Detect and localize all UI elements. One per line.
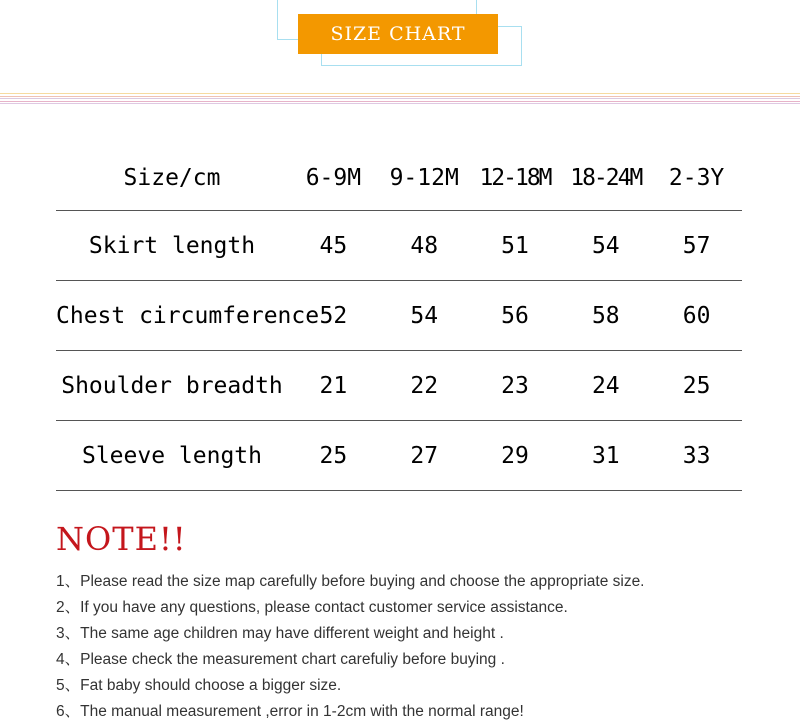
- stripe: [0, 101, 800, 102]
- table-cell: 58: [591, 302, 620, 329]
- table-cell: 22: [410, 372, 439, 399]
- column-header: 6-9M: [305, 164, 362, 191]
- row-label: Skirt length: [88, 232, 256, 259]
- table-cell: 33: [682, 442, 711, 469]
- note-title: NOTE!!: [56, 520, 187, 558]
- decorative-stripes: [0, 93, 800, 105]
- note-item: 2、If you have any questions, please contact customer service assistance.: [56, 599, 568, 616]
- table-cell: 21: [319, 372, 348, 399]
- table-cell: 57: [682, 232, 711, 259]
- badge-fill: [298, 14, 498, 54]
- stripe: [0, 98, 800, 99]
- stripe: [0, 103, 800, 104]
- table-cell: 23: [501, 372, 529, 399]
- note-item: 3、The same age children may have different weight and height .: [56, 625, 504, 642]
- page-title: SIZE CHART: [330, 23, 466, 45]
- table-cell: 27: [410, 442, 439, 469]
- table-row: [56, 351, 742, 421]
- table-row: [56, 281, 742, 351]
- table-cell: 24: [591, 372, 620, 399]
- row-label: Sleeve length: [81, 442, 262, 469]
- table-cell: 60: [682, 302, 711, 329]
- table-cell: 48: [410, 232, 439, 259]
- table-cell: 25: [319, 442, 348, 469]
- column-header: 18-24M: [570, 164, 642, 191]
- table-cell: 29: [501, 442, 529, 469]
- size-table: [56, 145, 742, 491]
- table-cell: 51: [501, 232, 529, 259]
- table-header-label: Size/cm: [123, 164, 221, 191]
- note-item: 6、The manual measurement ,error in 1-2cm with the normal range!: [56, 703, 524, 720]
- column-header: 9-12M: [389, 164, 459, 191]
- stripe: [0, 93, 800, 94]
- table-row: [56, 211, 742, 281]
- table-cell: 45: [319, 232, 348, 259]
- row-label: Chest circumference: [56, 302, 320, 329]
- note-item: 5、Fat baby should choose a bigger size.: [56, 677, 342, 694]
- table-row: [56, 421, 742, 491]
- table-cell: 56: [501, 302, 529, 329]
- note-list: [56, 570, 645, 726]
- stripe: [0, 96, 800, 97]
- table-header-row: [56, 145, 742, 211]
- row-label: Shoulder breadth: [61, 372, 283, 399]
- table-cell: 25: [682, 372, 711, 399]
- table-cell: 54: [591, 232, 620, 259]
- table-cell: 52: [319, 302, 348, 329]
- column-header: 12-18M: [479, 164, 551, 191]
- size-chart-badge: [276, 0, 526, 70]
- note-item: 4、Please check the measurement chart carefuliy before buying .: [56, 651, 505, 668]
- column-header: 2-3Y: [668, 164, 725, 191]
- table-cell: 31: [591, 442, 620, 469]
- table-cell: 54: [410, 302, 439, 329]
- note-item: 1、Please read the size map carefully before buying and choose the appropriate size.: [56, 573, 645, 590]
